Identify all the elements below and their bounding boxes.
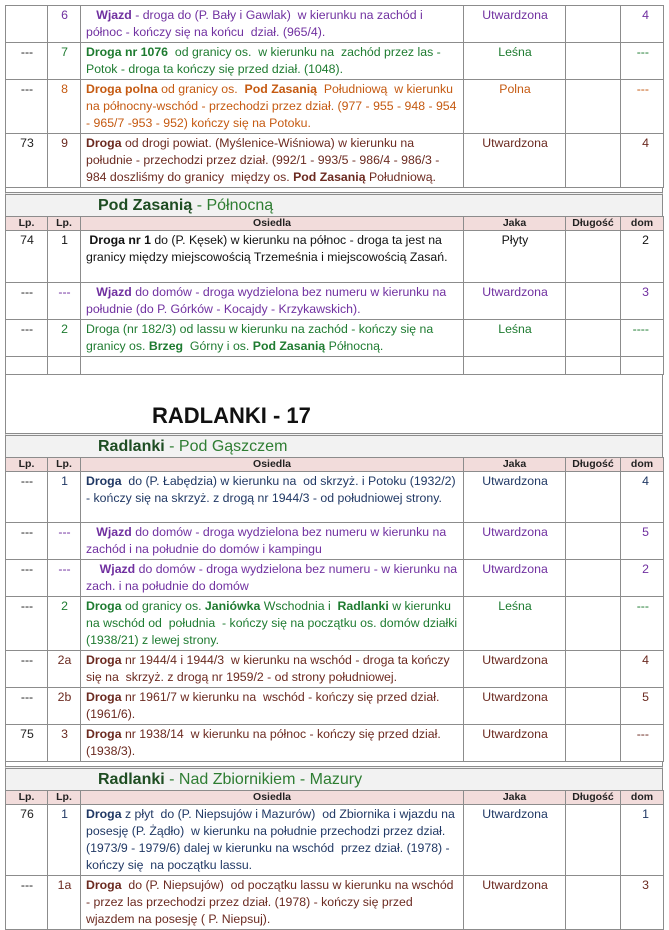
- table-row: [6, 651, 664, 688]
- description-cell: [81, 805, 464, 876]
- table-row: [6, 472, 664, 523]
- header-jaka: Jaka: [464, 217, 566, 231]
- length-cell: [566, 134, 621, 188]
- surface-cell: Utwardzona: [464, 651, 566, 688]
- text: od granicy os.: [121, 599, 205, 613]
- empty-cell: [464, 357, 566, 375]
- lp-cell: ---: [6, 688, 48, 725]
- roads-table: [5, 5, 664, 188]
- text: nr 1944/4 i 1944/3 w kierunku na wschód - droga ta kończy się na skrzyż. z drogą nr 1959/2 - od strony południowej.: [86, 653, 454, 684]
- nr-cell: 1a: [48, 876, 81, 930]
- roads-table: [5, 457, 664, 762]
- table-row: [6, 80, 664, 134]
- nr-cell: 2a: [48, 651, 81, 688]
- text: do domów - droga wydzielona bez numeru w kierunku na południe (do P. Górków - Kocajdy - Krzykawskich).: [86, 285, 450, 316]
- houses-cell: 2: [621, 231, 664, 283]
- bold-text: Wjazd: [86, 525, 132, 539]
- description-cell: [81, 231, 464, 283]
- lp-cell: ---: [6, 283, 48, 320]
- length-cell: [566, 472, 621, 523]
- nr-cell: 2b: [48, 688, 81, 725]
- header-dom: dom: [621, 458, 664, 472]
- surface-cell: Leśna: [464, 597, 566, 651]
- surface-cell: Utwardzona: [464, 523, 566, 560]
- empty-row: [6, 357, 664, 375]
- nr-cell: 8: [48, 80, 81, 134]
- section-title: [5, 192, 663, 216]
- houses-cell: ---: [621, 80, 664, 134]
- length-cell: [566, 805, 621, 876]
- houses-cell: 4: [621, 651, 664, 688]
- bold-text: Wjazd: [86, 562, 136, 576]
- houses-cell: 3: [621, 283, 664, 320]
- length-cell: [566, 231, 621, 283]
- empty-cell: [6, 357, 48, 375]
- bold-text: Droga: [86, 727, 122, 741]
- description-cell: [81, 43, 464, 80]
- header-dlugosc: Długość: [566, 217, 621, 231]
- description-cell: [81, 688, 464, 725]
- length-cell: [566, 43, 621, 80]
- table-row: [6, 43, 664, 80]
- table-row: [6, 688, 664, 725]
- nr-cell: 1: [48, 805, 81, 876]
- houses-cell: 4: [621, 6, 664, 43]
- description-cell: [81, 283, 464, 320]
- table-row: [6, 6, 664, 43]
- houses-cell: ----: [621, 320, 664, 357]
- description-cell: [81, 725, 464, 762]
- description-cell: [81, 320, 464, 357]
- nr-cell: ---: [48, 523, 81, 560]
- length-cell: [566, 560, 621, 597]
- houses-cell: 5: [621, 688, 664, 725]
- bold-text: Droga: [86, 136, 122, 150]
- lp-cell: 75: [6, 725, 48, 762]
- length-cell: [566, 523, 621, 560]
- length-cell: [566, 876, 621, 930]
- text: do (P. Kęsek) w kierunku na północ - droga ta jest na granicy między miejscowością Trzemeśnia i miejscowością Zasań.: [86, 233, 448, 264]
- text: Górny i os.: [183, 339, 253, 353]
- bold-text: Droga: [86, 474, 122, 488]
- surface-cell: Utwardzona: [464, 876, 566, 930]
- length-cell: [566, 597, 621, 651]
- text: nr 1938/14 w kierunku na północ - kończy się przed dział. (1938/3).: [86, 727, 445, 758]
- lp-cell: 74: [6, 231, 48, 283]
- table-row: [6, 523, 664, 560]
- lp-cell: ---: [6, 560, 48, 597]
- header-dlugosc: Długość: [566, 458, 621, 472]
- section-title-bold: Radlanki: [98, 438, 165, 455]
- table-header: [6, 458, 664, 472]
- text: od granicy os.: [157, 82, 245, 96]
- houses-cell: ---: [621, 725, 664, 762]
- nr-cell: ---: [48, 283, 81, 320]
- header-dlugosc: Długość: [566, 791, 621, 805]
- table-row: [6, 805, 664, 876]
- document: [5, 5, 663, 930]
- nr-cell: ---: [48, 560, 81, 597]
- bold-text: Pod Zasanią: [244, 82, 317, 96]
- header-osiedla: Osiedla: [81, 458, 464, 472]
- description-cell: [81, 876, 464, 930]
- nr-cell: 6: [48, 6, 81, 43]
- description-cell: [81, 560, 464, 597]
- table-row: [6, 283, 664, 320]
- bold-text: Wjazd: [86, 285, 132, 299]
- table-row: [6, 320, 664, 357]
- text: do domów - droga wydzielona bez numeru w kierunku na zachód i na południe do domów i kampingu: [86, 525, 450, 556]
- header-lp2: Lp.: [48, 791, 81, 805]
- surface-cell: Utwardzona: [464, 688, 566, 725]
- text: w kierunku na wschód od południa - kończy się na początku os. domów działki (1938/21) z lewej strony.: [86, 599, 461, 647]
- header-lp2: Lp.: [48, 217, 81, 231]
- surface-cell: Utwardzona: [464, 560, 566, 597]
- houses-cell: 4: [621, 134, 664, 188]
- houses-cell: 5: [621, 523, 664, 560]
- text: do (P. Łabędzia) w kierunku na od skrzyż. i Potoku (1932/2) - kończy się na skrzyż. z drogą nr 1944/3 - od południowej strony.: [86, 474, 459, 505]
- houses-cell: 1: [621, 805, 664, 876]
- surface-cell: Leśna: [464, 43, 566, 80]
- nr-cell: 3: [48, 725, 81, 762]
- table-row: [6, 876, 664, 930]
- lp-cell: 76: [6, 805, 48, 876]
- text: Wschodnia i: [260, 599, 338, 613]
- table-row: [6, 231, 664, 283]
- big-title: RADLANKI - 17: [5, 399, 663, 433]
- roads-table: [5, 216, 664, 375]
- bold-text: Wjazd: [86, 8, 132, 22]
- nr-cell: 1: [48, 472, 81, 523]
- table-row: [6, 134, 664, 188]
- empty-cell: [48, 357, 81, 375]
- surface-cell: Polna: [464, 80, 566, 134]
- surface-cell: Utwardzona: [464, 283, 566, 320]
- houses-cell: ---: [621, 597, 664, 651]
- description-cell: [81, 651, 464, 688]
- nr-cell: 2: [48, 320, 81, 357]
- section-title-bold: Radlanki: [98, 771, 165, 788]
- length-cell: [566, 320, 621, 357]
- bold-text: Droga: [86, 878, 122, 892]
- header-osiedla: Osiedla: [81, 791, 464, 805]
- lp-cell: ---: [6, 651, 48, 688]
- table-row: [6, 597, 664, 651]
- bold-text: Radlanki: [337, 599, 389, 613]
- description-cell: [81, 597, 464, 651]
- length-cell: [566, 80, 621, 134]
- houses-cell: 4: [621, 472, 664, 523]
- lp-cell: ---: [6, 320, 48, 357]
- lp-cell: ---: [6, 876, 48, 930]
- header-lp1: Lp.: [6, 217, 48, 231]
- header-dom: dom: [621, 791, 664, 805]
- bold-text: Droga nr 1: [86, 233, 151, 247]
- length-cell: [566, 283, 621, 320]
- length-cell: [566, 725, 621, 762]
- surface-cell: Leśna: [464, 320, 566, 357]
- empty-cell: [621, 357, 664, 375]
- lp-cell: 73: [6, 134, 48, 188]
- text: od drogi powiat. (Myślenice-Wiśniowa) w kierunku na południe - przechodzi przez dział. (992/1 - 993/5 - 986/4 - 986/3 - 984 doszliśmy do granicy między os.: [86, 136, 443, 184]
- empty-cell: [566, 357, 621, 375]
- bold-text: Droga nr 1076: [86, 45, 169, 59]
- bold-text: Janiówka: [204, 599, 261, 613]
- description-cell: [81, 472, 464, 523]
- lp-cell: ---: [6, 472, 48, 523]
- nr-cell: 7: [48, 43, 81, 80]
- surface-cell: Utwardzona: [464, 472, 566, 523]
- section-title: [5, 766, 663, 790]
- bold-text: Brzeg: [148, 339, 184, 353]
- text: Droga (nr 182/3) od lassu w kierunku na zachód - kończy się na granicy os.: [86, 322, 437, 353]
- table-row: [6, 725, 664, 762]
- lp-cell: [6, 6, 48, 43]
- surface-cell: Utwardzona: [464, 134, 566, 188]
- section-title: [5, 433, 663, 457]
- text: do domów - droga wydzielona bez numeru - w kierunku na zach. i na południe do domów: [86, 562, 461, 593]
- nr-cell: 2: [48, 597, 81, 651]
- lp-cell: ---: [6, 43, 48, 80]
- header-lp2: Lp.: [48, 458, 81, 472]
- text: - droga do (P. Bały i Gawlak) w kierunku na zachód i północ - kończy się na końcu dział. (965/4).: [86, 8, 427, 39]
- table-header: [6, 217, 664, 231]
- section-title-bold: Pod Zasanią: [98, 197, 193, 214]
- bold-text: Pod Zasanią: [293, 170, 366, 184]
- section-title-rest: - Północną: [192, 197, 274, 214]
- surface-cell: Utwardzona: [464, 805, 566, 876]
- header-lp1: Lp.: [6, 791, 48, 805]
- text: Północną.: [325, 339, 384, 353]
- surface-cell: Utwardzona: [464, 6, 566, 43]
- description-cell: [81, 80, 464, 134]
- header-jaka: Jaka: [464, 458, 566, 472]
- roads-table: [5, 790, 664, 930]
- section-title-rest: - Nad Zbiornikiem - Mazury: [164, 771, 363, 788]
- houses-cell: 2: [621, 560, 664, 597]
- houses-cell: 3: [621, 876, 664, 930]
- length-cell: [566, 6, 621, 43]
- text: nr 1961/7 w kierunku na wschód - kończy się przed dział. (1961/6).: [86, 690, 443, 721]
- description-cell: [81, 523, 464, 560]
- surface-cell: Płyty: [464, 231, 566, 283]
- lp-cell: ---: [6, 523, 48, 560]
- text: Południową w kierunku na północny-wschód - przechodzi przez dział. (977 - 955 - 948 - 954 - 965/7 -953 - 952) kończy się na Potoku.: [86, 82, 460, 130]
- text: do (P. Niepsujów) od początku lassu w kierunku na wschód - przez las przechodzi przez dział. (1978) - kończy się przed wjazdem na posesję ( P. Niepsuj).: [86, 878, 457, 926]
- bold-text: Droga: [86, 807, 122, 821]
- text: Południową.: [365, 170, 436, 184]
- text: z płyt do (P. Niepsujów i Mazurów) od Zbiornika i wjazdu na posesję (P. Żądło) w kierunku na południe przechodzi przez dział. (1973/9 - 1979/6) dalej w kierunku na wschód przez dział. (1978) - kończy się na początku lassu.: [86, 807, 459, 872]
- header-lp1: Lp.: [6, 458, 48, 472]
- houses-cell: ---: [621, 43, 664, 80]
- section-title-rest: - Pod Gąszczem: [164, 438, 288, 455]
- header-jaka: Jaka: [464, 791, 566, 805]
- bold-text: Droga polna: [86, 82, 158, 96]
- header-osiedla: Osiedla: [81, 217, 464, 231]
- bold-text: Droga: [86, 653, 122, 667]
- length-cell: [566, 651, 621, 688]
- nr-cell: 9: [48, 134, 81, 188]
- surface-cell: Utwardzona: [464, 725, 566, 762]
- length-cell: [566, 688, 621, 725]
- bold-text: Droga: [86, 690, 122, 704]
- bold-text: Droga: [86, 599, 122, 613]
- lp-cell: ---: [6, 80, 48, 134]
- header-dom: dom: [621, 217, 664, 231]
- bold-text: Pod Zasanią: [252, 339, 326, 353]
- description-cell: [81, 134, 464, 188]
- nr-cell: 1: [48, 231, 81, 283]
- table-header: [6, 791, 664, 805]
- description-cell: [81, 6, 464, 43]
- spacer: [5, 379, 663, 399]
- table-row: [6, 560, 664, 597]
- text: od granicy os. w kierunku na zachód przez las - Potok - droga ta kończy się przed dział. (1048).: [86, 45, 445, 76]
- empty-cell: [81, 357, 464, 375]
- lp-cell: ---: [6, 597, 48, 651]
